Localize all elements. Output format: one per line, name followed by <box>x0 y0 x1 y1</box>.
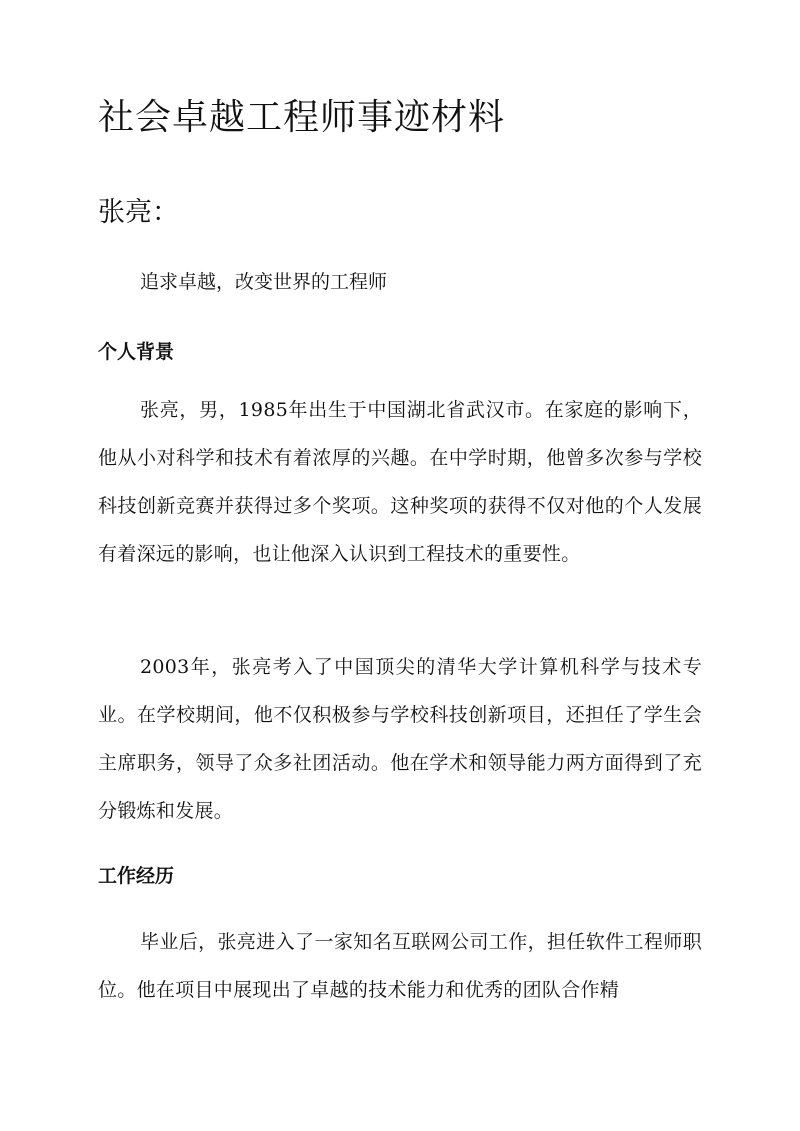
document-subtitle: 追求卓越，改变世界的工程师 <box>140 271 388 293</box>
document-title: 社会卓越工程师事迹材料 <box>98 97 506 138</box>
section-heading-work-experience: 工作经历 <box>98 865 175 887</box>
paragraph-background-1: 张亮，男，1985年出生于中国湖北省武汉市。在家庭的影响下，他从小对科学和技术有着浓厚的兴趣。在中学时期，他曾多次参与学校科技创新竞赛并获得过多个奖项。这种奖项的获得不仅对他的个人发展有着深远的影响，也让他深入认识到工程技术的重要性。 <box>98 399 702 565</box>
section-heading-personal-background: 个人背景 <box>98 341 175 363</box>
paragraph-work-1: 毕业后，张亮进入了一家知名互联网公司工作，担任软件工程师职位。他在项目中展现出了卓越的技术能力和优秀的团队合作精 <box>98 931 702 1001</box>
person-name: 张亮： <box>98 197 179 228</box>
paragraph-background-2: 2003年，张亮考入了中国顶尖的清华大学计算机科学与技术专业。在学校期间，他不仅积极参与学校科技创新项目，还担任了学生会主席职务，领导了众多社团活动。他在学术和领导能力两方面得到了充分锻炼和发展。 <box>98 656 702 822</box>
